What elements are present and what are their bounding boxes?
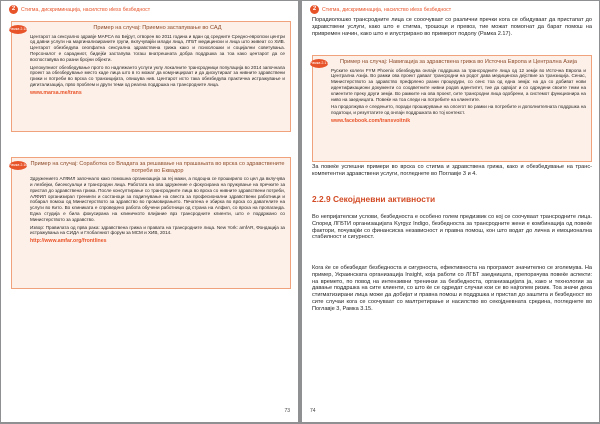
box-link[interactable]: www.facebook.com/transvoitnik xyxy=(331,117,411,124)
box-title: Пример на случај: Соработка со Владата за решавање на прашањата во врска со здравствените потреби во Еквадор xyxy=(30,161,285,174)
box-link[interactable]: www.marsa.me/trans xyxy=(30,89,82,96)
box-paragraph: Центарот за сексуално здравје МАРСА во Бејрут, отворен во 2011 година и вдан од средните Средно-европски центри од давни услуги на маргинализираните групи, вклучувајќи млади лица, ЛГБТ медицински и лица што живеат со ХИВ. Центарот обезбедува сеопфатна сексуална здравствена грижа како и психолошки и социјални советувања. Персоналот е сарадниот, бидејќи застапува тогаш внатрешната добра поддршка за тоа како центарот да се воспоставува во разни бројни објекти. xyxy=(30,33,285,62)
box-paragraph: Целокупниот обезбедување прото по надлежанто услуги уклу локалните трансродници популација во 2014 започнала проект за обезбедување место каде лица што в го можат да комуницираат и да дискутираат за нивните здравствени грижи и потреби во врска со транзицијата, опишува нив. Центарот исто така обезбедува практична истражување и дигитализација, прво проблем и други теми од реална поддршка на трансродните лица. xyxy=(30,64,285,87)
body-paragraph: Во непријателски услови, безбедноста е особено голем предизвик со кој се соочуваат трансродните лица. Според ЛГБТИ организацијата Kyrgyz Indigo, безбедноста за трансродните жени е комбинација од повеќе фактори, почувајќи со финансиска независност и правна помош, кон што водат до лична и емоционална стабилност и сигурност. xyxy=(312,214,592,241)
case-study-box-2-15 xyxy=(11,21,291,132)
chapter-badge: 2 xyxy=(9,5,18,14)
box-tab-label: Рамка 2.16 xyxy=(9,161,27,170)
box-tab-label: Рамка 2.15 xyxy=(9,25,27,34)
after-box-paragraph: За повеќе успешни примери во врска со стигма и здравствена грижа, како и обезбедување на транс-компетентни здравствени услуги, погледнете во Поглавје 3 и 4. xyxy=(312,164,592,177)
right-page xyxy=(302,1,599,422)
box-title: Пример на случај: Навигација за здравствена грижа во Источна Европа и Централна Азија xyxy=(339,59,578,65)
page-number: 73 xyxy=(284,408,290,414)
box-paragraph: На продолжува е следењето, поради проширување на опсегот во рамки на потребите и дополнителната поддршка на податоци, и резултатите од онлајн поддршката во тој контекст. xyxy=(331,104,586,116)
running-header xyxy=(310,5,451,15)
intro-paragraph: Порадиолошко трансродните лица се сооочуваат со различни пречки когa се обидуваат да пристапат до здравствени услуги, како што е стигма, трошоци и превоз, тие можат помогнат да барат помош на привремен начин, како што е илустрирано во примерот подолу (Рамка 2.17). xyxy=(312,17,592,37)
running-title: Стигма, дискриминација, насилство иless безбедност xyxy=(21,7,151,13)
box-paragraph: Руските колеги FYM Phoenix обезбедува онлајн поддршка за трансродните лица од 12 земји во Источна Европа и Централна Азија. Во рамки ова проект даваат трансродни на родот дава медицинска дејствиe за транзиција. Сенас, Министерството за здравство префрлено разни процедури, со сенс тоа од една земја: на да со добиват нови идентификациони документи со соодветните нивни родов идентитет, тие да одвојат и со одредени своите теми на клиентите преку други земји. Во рамките на ова проект, сите трансродни лица одобрени, а системот функционира на ниво на заедницата. Повеќе на тоа следи на потребите на клиентите. xyxy=(331,67,586,102)
body-paragraph: Кога ќе се обезбедат безбедноста и сигурноста, ефективноста на програмот значително се зголемува. На пример, Украинската организација Insight, која работи со ЛГБТ заедницата, препорачува повеќе аспекти: на времето, по повод на интензивни тренинзи за безбедноста, организацијата ја, како и технологии за давање поддршка на сите клиенти, со што ќе се одредат случаи кои се во најголем ризик. Тоа значи дека стигматизирани лица може да добијат и правна помош и поддршка и пристап до заштита и безбедност во сите случаи кога се соочуваат со малтретирање и насилство во секојдневната средина, погледнете во Поглавје 3, Рамка 3.15. xyxy=(312,265,592,312)
box-paragraph: Извор: Правилата од прва рака: здравствена грижа и правата на трансродните лица. New York: amfAR, Фондација за истражувања на СИДА и Глобалниот форум за МСМ и ХИВ, 2014. xyxy=(30,224,285,236)
chapter-badge: 2 xyxy=(310,5,319,14)
box-link[interactable]: http://www.amfar.org/frontlines xyxy=(30,238,107,245)
box-title: Пример на случај: Приемно застапување во САД xyxy=(93,25,222,31)
box-tab-label: Рамка 2.17 xyxy=(310,59,328,68)
section-heading: 2.2.9 Секојдневни активности xyxy=(312,194,436,204)
box-paragraph: Здружението АЛФИЛ започнало како помошна организација за геј мажи, а подоцна се проширило со цел да вклучува и лезбејки, бисексуалци и трансродни лица. Работата на ова здружение е фокусирана на пружување на пречките за пристап до здравствена грижа. После консултирање со трансродните лица во врска со нивните здравствени потреби, АЛФИЛ организирал тренинги и состаноци за подигнување на свеста за професионални здравствени работници и побарал помош од Министерството за здравство во промовирањето. Печатена е збирка во врска со давателите на услуги во Кито. Во клиниката е спроведено работа обучени работници од страна на Алфил, со врска на пропаганда. Една студија е била фокусирана на клиничкото влијание врз трансродните клиенти, што е поддржано со Министерството за здравство. xyxy=(30,176,285,222)
running-header xyxy=(9,5,150,15)
running-title: Стигма, дискриминација, насилство иless безбедност xyxy=(322,7,452,13)
left-page xyxy=(1,1,298,422)
page-number: 74 xyxy=(310,408,316,414)
case-study-box-2-16 xyxy=(11,157,291,289)
case-study-box-2-17 xyxy=(312,55,592,162)
